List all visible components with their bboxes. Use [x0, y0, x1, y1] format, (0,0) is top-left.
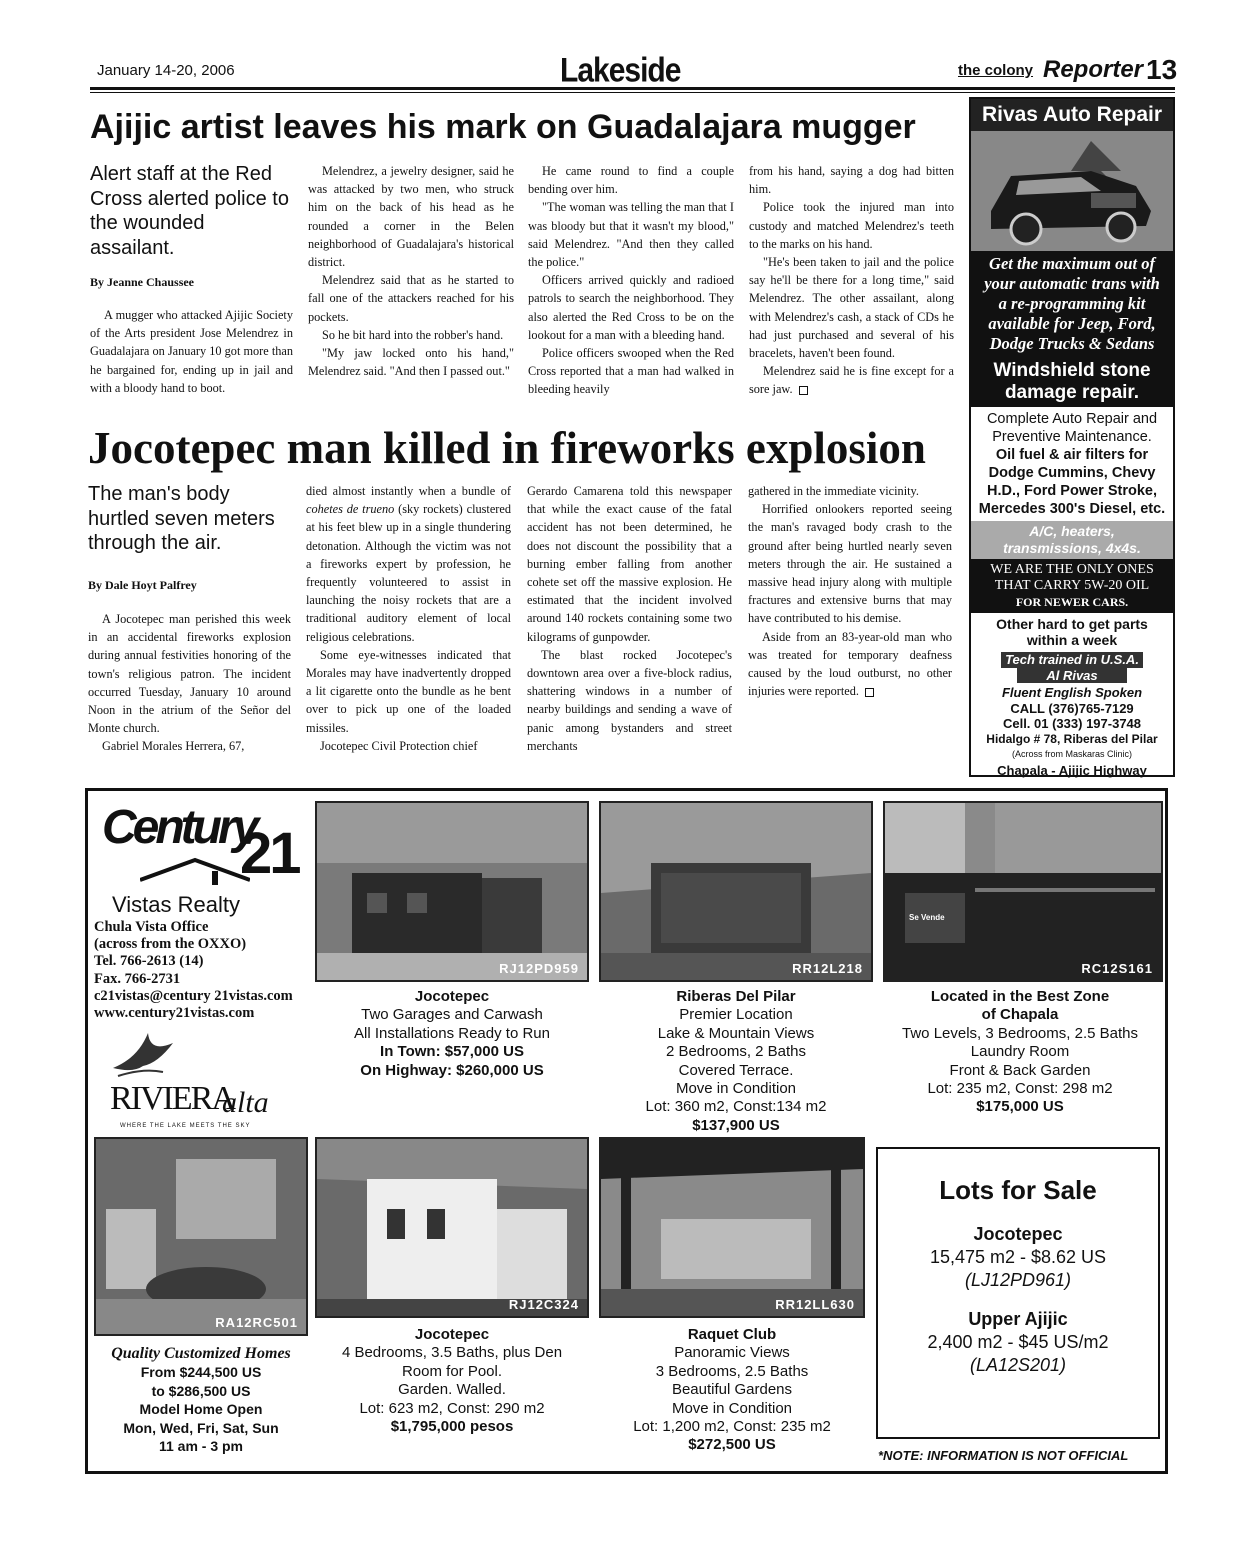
windshield-line: Windshield stone — [993, 360, 1151, 381]
listing-line: 4 Bedrooms, 3.5 Baths, plus Den — [341, 1344, 563, 1362]
paragraph: Some eye-witnesses indicated that Morales may have inadvertently dropped a lit cigarette onto the bundle as he bent over to pick up one of the loaded missiles. — [306, 647, 511, 735]
listing-line: Lot: 235 m2, Const: 298 m2 — [927, 1080, 1113, 1098]
trained-badge: Tech trained in U.S.A. — [1001, 652, 1143, 668]
article1-column-1 — [90, 306, 293, 397]
riviera-alta: alta — [222, 1086, 269, 1119]
rivas-promo — [971, 251, 1173, 407]
article2-deck: The man's body hurtled seven meters through the air. — [88, 483, 275, 554]
listing-line: Laundry Room — [970, 1043, 1070, 1061]
listing-photo-6 — [599, 1137, 865, 1318]
article2-column-3 — [527, 482, 732, 755]
service-line: H.D., Ford Power Stroke, — [987, 483, 1157, 499]
listing-line: Model Home Open — [139, 1401, 263, 1418]
listing-price: to $286,500 US — [151, 1382, 251, 1399]
listing-price: From $244,500 US — [140, 1364, 262, 1381]
listing-3 — [883, 988, 1157, 1117]
listing-line: Covered Terrace. — [678, 1061, 794, 1079]
english-line: Fluent English Spoken — [1001, 685, 1143, 700]
paragraph-text: died almost instantly when a bundle of — [306, 484, 511, 498]
listing-price: $272,500 US — [688, 1436, 776, 1454]
listing-price: On Highway: $260,000 US — [360, 1061, 544, 1079]
article2-headline: Jocotepec man killed in fireworks explosion — [88, 423, 926, 473]
listing-line: Two Levels, 3 Bedrooms, 2.5 Baths — [902, 1024, 1138, 1042]
listing-line: 2 Bedrooms, 2 Baths — [665, 1043, 807, 1061]
listing-line: Front & Back Garden — [949, 1061, 1091, 1079]
jeep-icon — [971, 131, 1173, 251]
article1-headline: Ajijic artist leaves his mark on Guadalajara mugger — [90, 108, 916, 146]
listing-line: 11 am - 3 pm — [158, 1438, 244, 1455]
lots-title: Lots for Sale — [939, 1175, 1097, 1205]
oil-line: FOR NEWER CARS. — [1015, 595, 1129, 609]
riviera-tagline: WHERE THE LAKE MEETS THE SKY — [120, 1123, 251, 1129]
masthead-reporter: Reporter — [1043, 56, 1144, 83]
page-number: 13 — [1146, 54, 1178, 85]
end-mark-icon — [799, 386, 808, 395]
paragraph: He came round to find a couple bending over him. — [528, 164, 734, 197]
listing-photo-5 — [315, 1137, 589, 1318]
jeep-photo — [971, 131, 1173, 251]
paragraph: Jocotepec Civil Protection chief — [320, 738, 478, 753]
article1-column-4 — [749, 162, 954, 399]
listing-line: Lot: 623 m2, Const: 290 m2 — [359, 1399, 545, 1417]
listing-line: Room for Pool. — [401, 1362, 503, 1380]
paragraph — [749, 362, 954, 398]
listing-line: Panoramic Views — [674, 1344, 790, 1362]
ac-line: transmissions, 4x4s. — [1003, 540, 1141, 556]
listing-price: In Town: $57,000 US — [380, 1043, 524, 1061]
paragraph — [306, 482, 511, 646]
listing-line: Move in Condition — [675, 1080, 797, 1098]
paragraph: Gabriel Morales Herrera, 67, — [102, 739, 245, 754]
lots-for-sale-box — [876, 1147, 1160, 1439]
service-line: Mercedes 300's Diesel, etc. — [978, 501, 1166, 517]
listing-photo-4 — [94, 1137, 308, 1336]
listing-6 — [599, 1326, 865, 1455]
paragraph: gathered in the immediate vicinity. — [748, 484, 919, 498]
promo-line: a re-programming kit — [998, 294, 1146, 313]
office-line: c21vistas@century 21vistas.com — [94, 987, 293, 1004]
se-vende-sign: Se Vende — [909, 913, 945, 922]
rivas-services — [971, 407, 1173, 521]
office-name: Vistas Realty — [112, 892, 240, 917]
riviera-logo: RIVIERA — [110, 1080, 234, 1117]
disclaimer-note: *NOTE: INFORMATION IS NOT OFFICIAL — [878, 1448, 1129, 1463]
parts-line: Other hard to get parts — [996, 616, 1148, 632]
century21-logo — [100, 800, 310, 890]
paragraph: A mugger who attacked Ajijic Society of the Arts president Jose Melendrez in Guadalajara on January 10 got more than he bargained for, ending up in jail and with a bloody hand to boot. — [90, 308, 293, 395]
end-mark-icon — [865, 688, 874, 697]
listing-line: Lake & Mountain Views — [657, 1024, 815, 1042]
paragraph: So he bit hard into the robber's hand. — [322, 327, 504, 342]
article1-byline: By Jeanne Chaussee — [90, 275, 195, 289]
lots-price: 2,400 m2 - $45 US/m2 — [927, 1332, 1109, 1352]
masthead-colony: the colony — [958, 62, 1034, 79]
listing-line: All Installations Ready to Run — [354, 1024, 550, 1042]
house-photo-icon — [601, 803, 871, 980]
listing-code: RJ12PD959 — [499, 961, 579, 976]
logo-word: Century — [102, 801, 256, 854]
service-line: Dodge Cummins, Chevy — [988, 465, 1156, 481]
listing-4 — [94, 1345, 308, 1455]
listing-title: Raquet Club — [687, 1326, 777, 1343]
listing-price: $137,900 US — [692, 1116, 780, 1134]
paragraph: "My jaw locked onto his hand," Melendrez said. "And then I passed out." — [308, 346, 514, 379]
rivas-contact — [971, 613, 1173, 778]
article2-column-2 — [306, 482, 511, 755]
oil-line: WE ARE THE ONLY ONES — [990, 562, 1154, 577]
listing-line: 3 Bedrooms, 2.5 Baths — [655, 1362, 809, 1380]
lots-place: Jocotepec — [973, 1224, 1063, 1244]
paragraph: A Jocotepec man perished this week in an accidental fireworks explosion during annual festivities honoring of the town's religious patron. The incident occurred Tuesday, January 10 around Noon in the atrium of the Señor del Monte church. — [88, 612, 291, 736]
highway-line: Chapala - Ajijic Highway — [997, 762, 1147, 778]
listing-line: Beautiful Gardens — [671, 1381, 793, 1399]
article1-column-2 — [308, 162, 514, 380]
paragraph: from his hand, saying a dog had bitten him. — [749, 164, 954, 197]
paragraph-text: Melendrez said he is fine except for a sore jaw. — [749, 364, 954, 397]
section-title: Lakeside — [560, 51, 681, 90]
listing-code: RR12L218 — [792, 961, 863, 976]
lots-code: (LA12S201) — [969, 1355, 1067, 1375]
lots-place: Upper Ajijic — [968, 1309, 1068, 1329]
office-line: Tel. 766-2613 (14) — [94, 953, 204, 970]
paragraph: "He's been taken to jail and the police say he'll be there for a long time," said Melendrez. The other assailant, along with Melendrez's cash, a stack of CDs he had just purchased and several of his bracelets, haven't been found. — [749, 255, 954, 361]
listing-code: RJ12C324 — [508, 1297, 579, 1312]
gate-photo-icon — [885, 803, 1161, 980]
listing-photo-3 — [883, 801, 1163, 982]
office-line: Chula Vista Office — [94, 919, 209, 935]
article2-column-1 — [88, 610, 291, 756]
listing-code: RC12S161 — [1081, 961, 1153, 976]
listing-photo-1 — [315, 801, 589, 982]
ac-line: A/C, heaters, — [1029, 523, 1115, 539]
listing-photo-2 — [599, 801, 873, 982]
promo-line: your automatic trans with — [984, 274, 1160, 293]
interior-photo-icon — [96, 1139, 306, 1334]
listing-line: Two Garages and Carwash — [361, 1006, 543, 1024]
paragraph: Horrified onlookers reported seeing the man's ravaged body crash to the ground after being hurtled nearly seven meters through the air. He sustained a massive head injury along with multiple fractures and extensive burns that may have contributed to his demise. — [748, 502, 952, 626]
paragraph-text: (sky rockets) clustered at his feet blew up in a single thundering detonation. Although the victim was not a fireworks expert by profession, he frequently volunteered to assist in launching the noisy rockets that are a traditional auditory element of local religious celebrations. — [306, 502, 512, 644]
service-line: Complete Auto Repair and — [986, 411, 1158, 427]
listing-line: Lot: 360 m2, Const:134 m2 — [645, 1098, 827, 1116]
paragraph: Melendrez, a jewelry designer, said he was attacked by two men, who struck him on the back of his head as he rounded a corner in the Belen neighborhood of Guadalajara's historical district. — [308, 164, 514, 270]
listing-5 — [315, 1326, 589, 1436]
terrace-photo-icon — [601, 1139, 863, 1316]
listing-title: Quality Customized Homes — [111, 1345, 291, 1362]
lots-code: (LJ12PD961) — [964, 1270, 1072, 1290]
listing-line: Mon, Wed, Fri, Sat, Sun — [123, 1419, 279, 1436]
issue-date: January 14-20, 2006 — [97, 62, 235, 79]
service-line: Oil fuel & air filters for — [995, 447, 1149, 463]
parts-line: within a week — [1026, 631, 1118, 648]
paragraph: The blast rocked Jocotepec's downtown area over a five-block radius, shattering windows in a number of nearby buildings and sending a wave of panic among bystanders and street merchants — [527, 647, 732, 753]
article2-byline: By Dale Hoyt Palfrey — [88, 578, 197, 592]
article2-column-4 — [748, 482, 952, 700]
article1-column-3 — [528, 162, 734, 399]
listing-price: $1,795,000 pesos — [390, 1418, 514, 1436]
lots-price: 15,475 m2 - $8.62 US — [929, 1247, 1107, 1267]
rivas-ad-title: Rivas Auto Repair — [971, 99, 1173, 131]
listing-line: Garden. Walled. — [398, 1381, 506, 1399]
article1-deck: Alert staff at the Red Cross alerted police to the wounded assailant. — [90, 163, 289, 259]
paragraph: Officers arrived quickly and radioed patrols to search the neighborhood. They also alerted the Red Cross to be on the lookout for a man with a bleeding hand. — [528, 273, 734, 342]
rivas-oil-banner — [971, 559, 1173, 613]
white-house-photo-icon — [317, 1139, 587, 1316]
listing-2 — [599, 988, 873, 1135]
paragraph: Gerardo Camarena told this newspaper that while the exact cause of the fatal accident has not been determined, he does not discount the possibility that a burning ember falling from another cohete set off the massive explosion. He estimated that the incident involved around 140 rockets containing some two kilograms of gunpowder. — [527, 484, 732, 644]
listing-1 — [315, 988, 589, 1080]
call-line: CALL (376)765-7129 — [1010, 700, 1134, 716]
listing-title: Located in the Best Zone of Chapala — [930, 988, 1110, 1024]
bird-icon — [108, 1028, 178, 1083]
cell-line: Cell. 01 (333) 197-3748 — [1002, 716, 1142, 731]
listing-code: RA12RC501 — [215, 1315, 298, 1330]
listing-line: Move in Condition — [671, 1399, 793, 1417]
office-line: www.century21vistas.com — [94, 1005, 255, 1022]
promo-line: Get the maximum out of — [989, 254, 1155, 273]
logo-number: 21 — [240, 821, 299, 886]
listing-line: Premier Location — [679, 1006, 793, 1024]
service-line: Preventive Maintenance. — [992, 429, 1152, 445]
listing-title: Riberas Del Pilar — [676, 988, 796, 1005]
paragraph: Melendrez said that as he started to fall one of the attackers reached for his pockets. — [308, 273, 514, 324]
office-line: Fax. 766-2731 — [94, 970, 181, 987]
office-line: (across from the OXXO) — [94, 936, 247, 953]
rivas-auto-ad — [969, 97, 1175, 777]
promo-line: available for Jeep, Ford, — [988, 314, 1156, 333]
listing-title: Jocotepec — [414, 988, 490, 1005]
listing-title: Jocotepec — [414, 1326, 490, 1343]
windshield-line: damage repair. — [1004, 382, 1140, 403]
owner-name: Al Rivas — [1017, 668, 1127, 684]
oil-line: THAT CARRY 5W-20 OIL — [994, 578, 1150, 593]
promo-line: Dodge Trucks & Sedans — [989, 334, 1155, 353]
listing-price: $175,000 US — [976, 1098, 1064, 1116]
paragraph — [748, 628, 952, 701]
paragraph: "The woman was telling the man that I was bloody but that it wasn't my blood," said Melendrez. "And then they called the police." — [528, 200, 734, 270]
across-line: (Across from Maskaras Clinic) — [1011, 749, 1132, 759]
house-roof-icon — [140, 855, 250, 885]
rivas-ac-banner — [971, 521, 1173, 559]
listing-line: Lot: 1,200 m2, Const: 235 m2 — [633, 1418, 831, 1436]
building-photo-icon — [317, 803, 587, 980]
header-rule — [90, 87, 1175, 93]
listing-code: RR12LL630 — [775, 1297, 855, 1312]
address-line: Hidalgo # 78, Riberas del Pilar — [986, 731, 1158, 746]
office-info — [94, 919, 293, 1022]
paragraph-text: Aside from an 83-year-old man who was treated for temporary deafness caused by the loud outburst, no other injuries were reported. — [748, 629, 952, 699]
emphasis-text: cohetes de trueno — [306, 502, 395, 517]
paragraph: Police took the injured man into custody and matched Melendrez's teeth to the marks on his hand. — [749, 200, 954, 251]
paragraph: Police officers swooped when the Red Cross reported that a man had walked in bleeding heavily — [528, 346, 734, 397]
